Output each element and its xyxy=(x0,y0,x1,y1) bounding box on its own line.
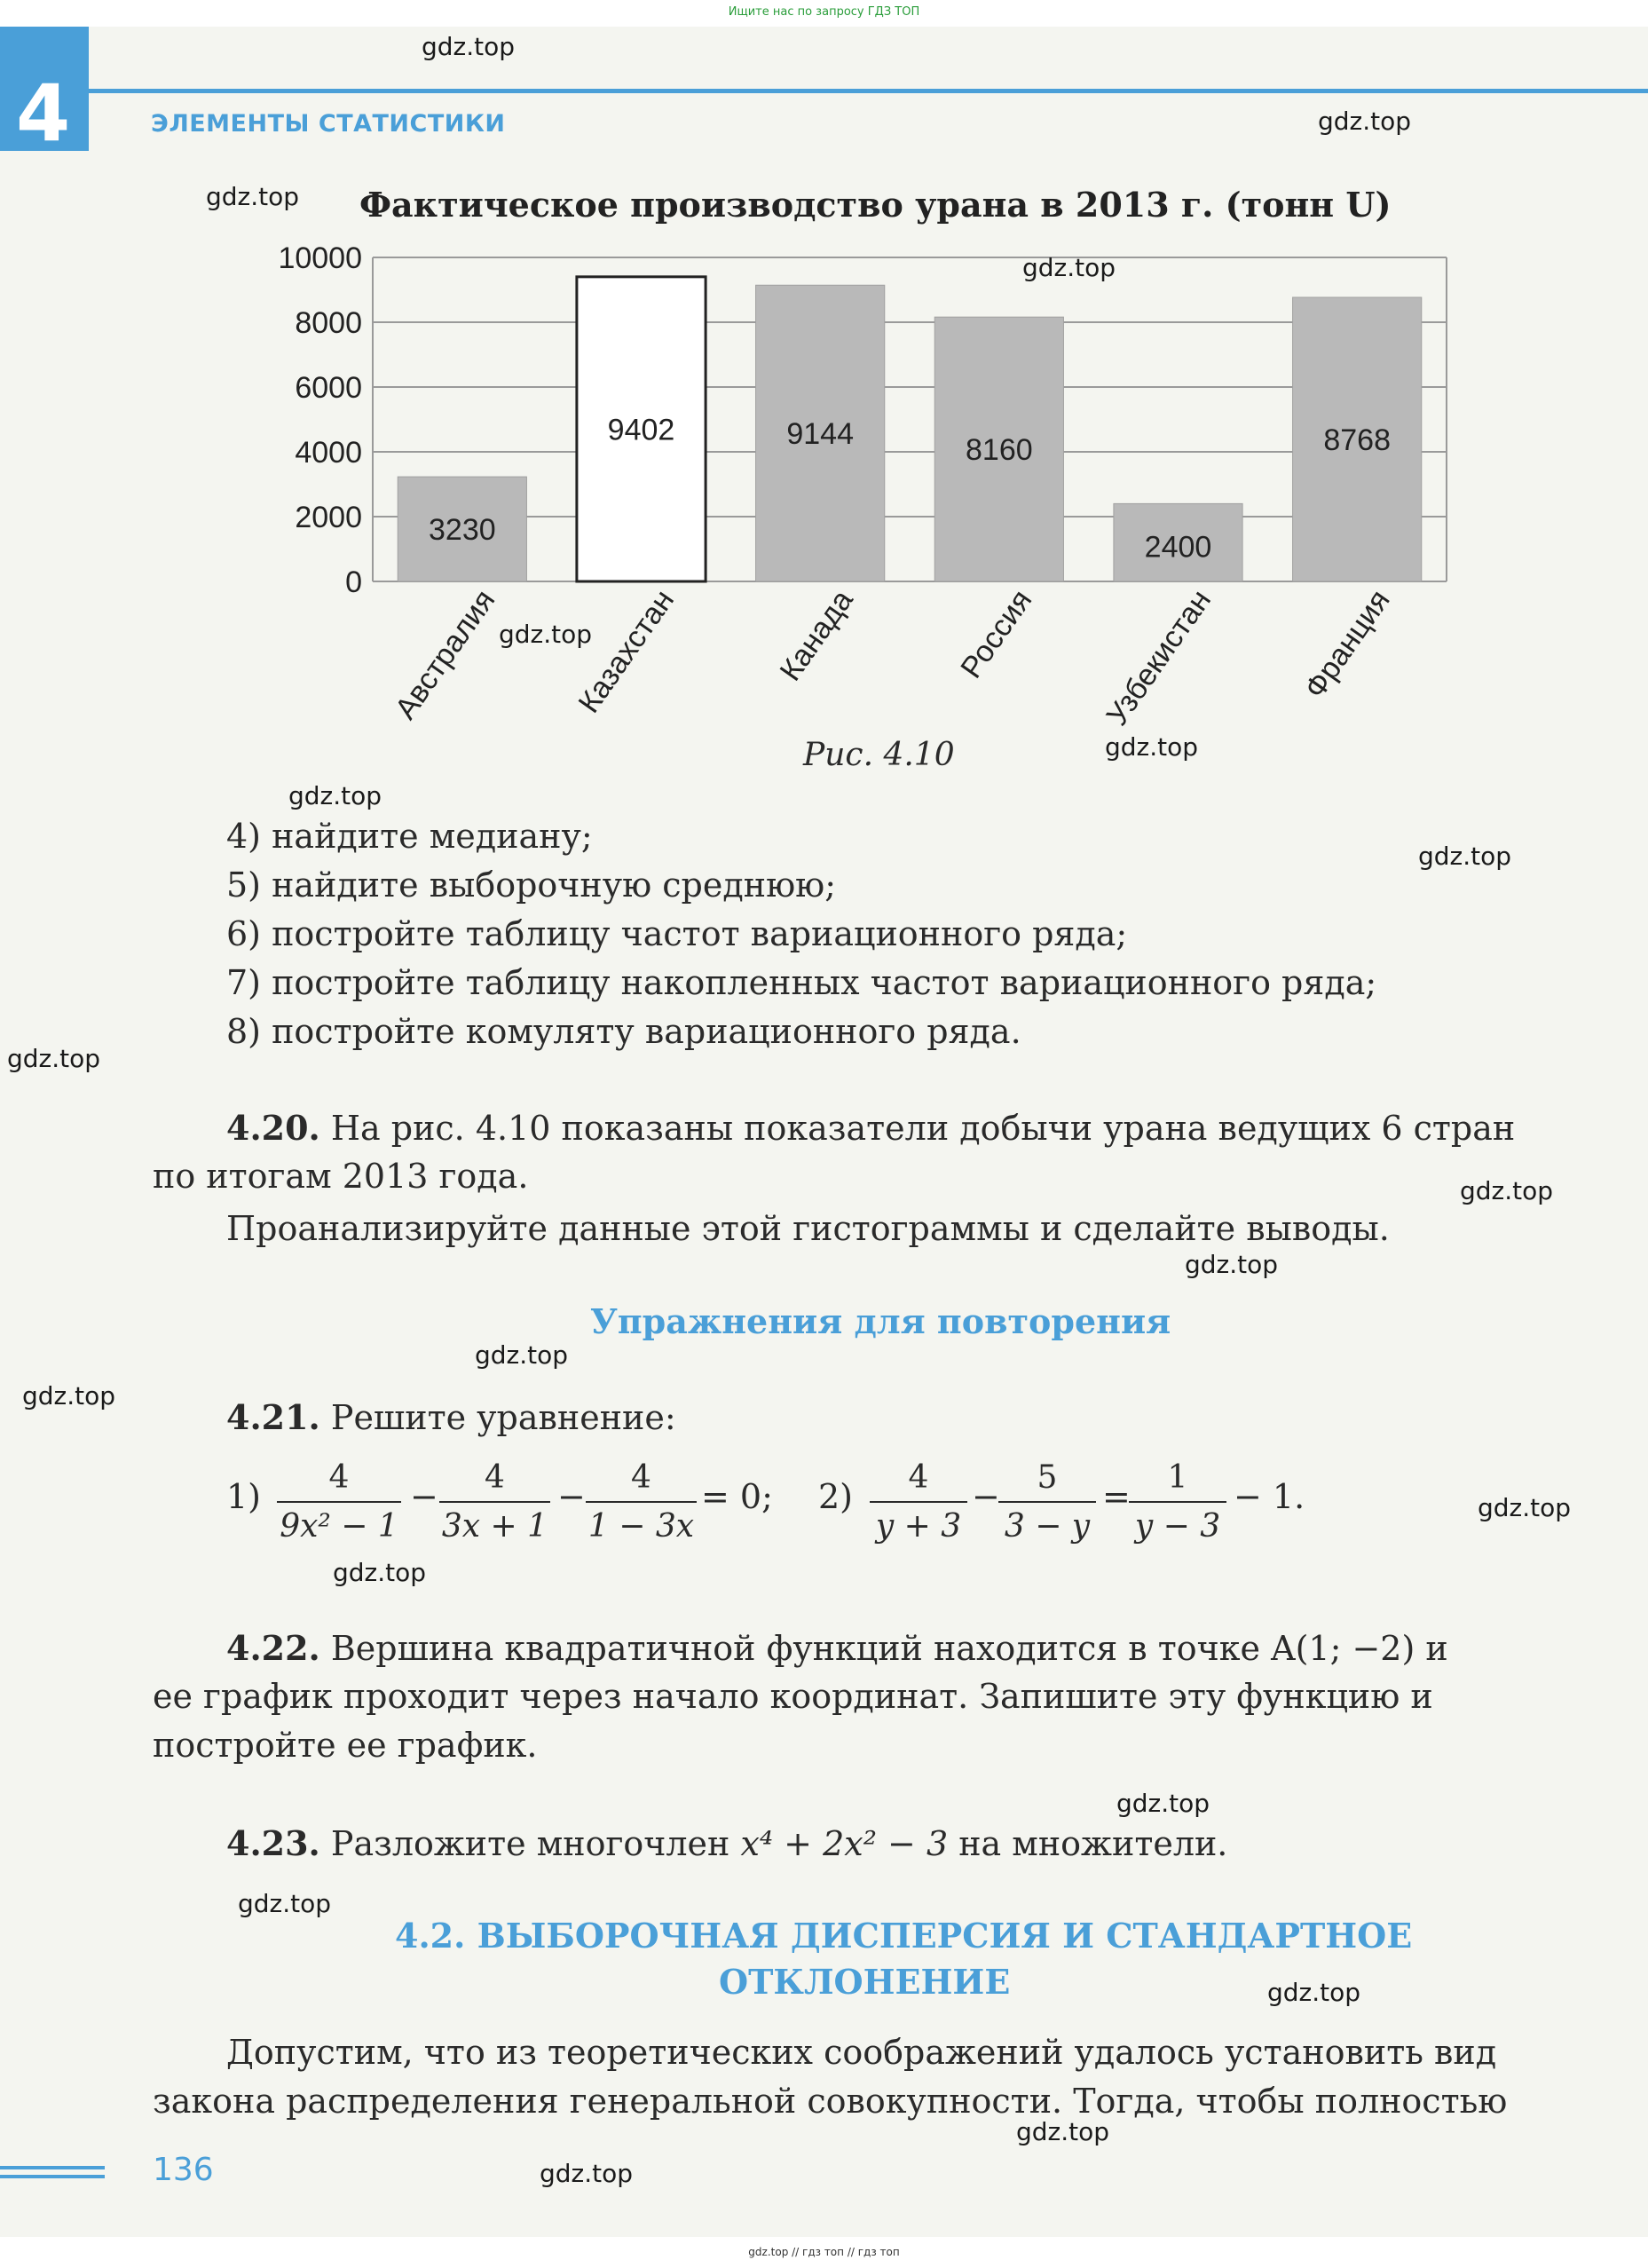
top-note: Ищите нас по запросу ГДЗ ТОП xyxy=(728,5,920,19)
eq1-fraction-1: 4 9x² − 1 xyxy=(277,1459,401,1545)
chapter-title: ЭЛЕМЕНТЫ СТАТИСТИКИ xyxy=(151,110,506,138)
item-6: 6) постройте таблицу частот вариационного ряда; xyxy=(226,914,1128,953)
y-tick-label: 6000 xyxy=(295,371,362,405)
y-tick-label: 8000 xyxy=(295,306,362,340)
item-4: 4) найдите медиану; xyxy=(226,817,593,856)
paragraph-line1: Допустим, что из теоретических соображений удалось установить вид xyxy=(226,2033,1497,2072)
page-number: 136 xyxy=(153,2152,214,2188)
watermark: gdz.top xyxy=(499,620,593,649)
problem-4-22 xyxy=(226,1628,1448,1668)
problem-4-22-line3: постройте ее график. xyxy=(153,1726,538,1765)
eq1-tail: = 0; xyxy=(701,1477,773,1516)
footer-rule xyxy=(0,2166,105,2169)
problem-4-21 xyxy=(226,1397,676,1437)
uranium-bar-chart xyxy=(151,240,1482,755)
problem-4-20-line2: по итогам 2013 года. xyxy=(153,1157,529,1196)
section-4-2-heading-line2: ОТКЛОНЕНИЕ xyxy=(719,1962,1011,2002)
data-label: 2400 xyxy=(1144,530,1212,565)
y-tick-label: 0 xyxy=(345,565,362,599)
eq1-label: 1) xyxy=(226,1477,262,1516)
figure-caption: Рис. 4.10 xyxy=(803,737,955,773)
watermark: gdz.top xyxy=(422,32,516,61)
problem-number: 4.21. xyxy=(226,1397,320,1437)
y-tick-label: 10000 xyxy=(278,241,362,275)
category-label: Казахстан xyxy=(572,583,682,720)
watermark: gdz.top xyxy=(475,1340,569,1370)
watermark: gdz.top xyxy=(333,1558,427,1587)
y-tick-label: 2000 xyxy=(295,501,362,534)
minus-sign: − xyxy=(410,1477,438,1516)
problem-number: 4.20. xyxy=(226,1108,320,1148)
problem-4-20 xyxy=(226,1108,1515,1148)
watermark: gdz.top xyxy=(206,182,300,211)
item-7: 7) постройте таблицу накопленных частот вариационного ряда; xyxy=(226,963,1377,1002)
watermark: gdz.top xyxy=(1478,1493,1572,1522)
category-label: Россия xyxy=(954,583,1039,684)
watermark: gdz.top xyxy=(1116,1789,1210,1818)
data-label: 3230 xyxy=(429,513,496,548)
watermark: gdz.top xyxy=(238,1889,332,1918)
data-label: 9402 xyxy=(607,413,675,447)
chapter-number: 4 xyxy=(16,67,71,159)
watermark: gdz.top xyxy=(1185,1250,1279,1279)
problem-text: Вершина квадратичной функций находится в точке A(1; −2) и xyxy=(330,1629,1448,1668)
chapter-rule xyxy=(89,89,1648,93)
watermark: gdz.top xyxy=(7,1044,101,1073)
paragraph-line2: закона распределения генеральной совокупности. Тогда, чтобы полностью xyxy=(153,2082,1508,2121)
eq2-tail: − 1. xyxy=(1234,1477,1305,1516)
problem-text: Решите уравнение: xyxy=(330,1398,676,1437)
watermark: gdz.top xyxy=(22,1381,116,1411)
section-review-heading: Упражнения для повторения xyxy=(590,1301,1171,1341)
watermark: gdz.top xyxy=(1318,107,1412,136)
watermark: gdz.top xyxy=(1022,253,1116,282)
equals-sign: = xyxy=(1102,1477,1131,1516)
watermark: gdz.top xyxy=(1105,732,1199,762)
minus-sign: − xyxy=(557,1477,586,1516)
problem-4-20-line3: Проанализируйте данные этой гистограммы и сделайте выводы. xyxy=(226,1209,1390,1248)
chart-title: Фактическое производство урана в 2013 г. (тонн U) xyxy=(359,185,1392,225)
eq2-label: 2) xyxy=(818,1477,854,1516)
watermark: gdz.top xyxy=(1460,1176,1554,1205)
polynomial: x⁴ + 2x² − 3 xyxy=(740,1824,949,1863)
eq2-fraction-3: 1 y − 3 xyxy=(1129,1459,1226,1545)
data-label: 8768 xyxy=(1323,423,1391,457)
problem-number: 4.23. xyxy=(226,1823,320,1863)
category-label: Канада xyxy=(773,583,860,687)
eq2-fraction-1: 4 y + 3 xyxy=(870,1459,967,1545)
problem-text: Разложите многочлен xyxy=(330,1824,730,1863)
category-label: Франция xyxy=(1297,583,1397,705)
data-label: 9144 xyxy=(786,417,854,452)
watermark: gdz.top xyxy=(1016,2117,1110,2146)
eq1-fraction-2: 4 3x + 1 xyxy=(439,1459,550,1545)
item-5: 5) найдите выборочную среднюю; xyxy=(226,865,837,905)
footer-rule xyxy=(0,2175,105,2178)
data-label: 8160 xyxy=(966,433,1033,468)
problem-text: На рис. 4.10 показаны показатели добычи урана ведущих 6 стран xyxy=(330,1109,1516,1148)
watermark: gdz.top xyxy=(1267,1978,1361,2007)
eq1-fraction-3: 4 1 − 3x xyxy=(586,1459,697,1545)
problem-4-23 xyxy=(226,1823,1227,1863)
eq2-fraction-2: 5 3 − y xyxy=(998,1459,1096,1545)
problem-number: 4.22. xyxy=(226,1628,320,1668)
footer-note: gdz.top // гдз топ // гдз топ xyxy=(748,2246,900,2258)
category-label: Узбекистан xyxy=(1100,583,1218,732)
watermark: gdz.top xyxy=(288,781,382,810)
category-label: Австралия xyxy=(388,583,502,726)
minus-sign: − xyxy=(972,1477,1000,1516)
y-tick-label: 4000 xyxy=(295,436,362,470)
problem-text-end: на множители. xyxy=(958,1824,1228,1863)
section-4-2-heading: 4.2. ВЫБОРОЧНАЯ ДИСПЕРСИЯ И СТАНДАРТНОЕ xyxy=(395,1916,1413,1956)
watermark: gdz.top xyxy=(1418,842,1512,871)
watermark: gdz.top xyxy=(540,2159,634,2188)
item-8: 8) постройте комуляту вариационного ряда. xyxy=(226,1012,1021,1051)
problem-4-22-line2: ее график проходит через начало координат. Запишите эту функцию и xyxy=(153,1677,1433,1716)
